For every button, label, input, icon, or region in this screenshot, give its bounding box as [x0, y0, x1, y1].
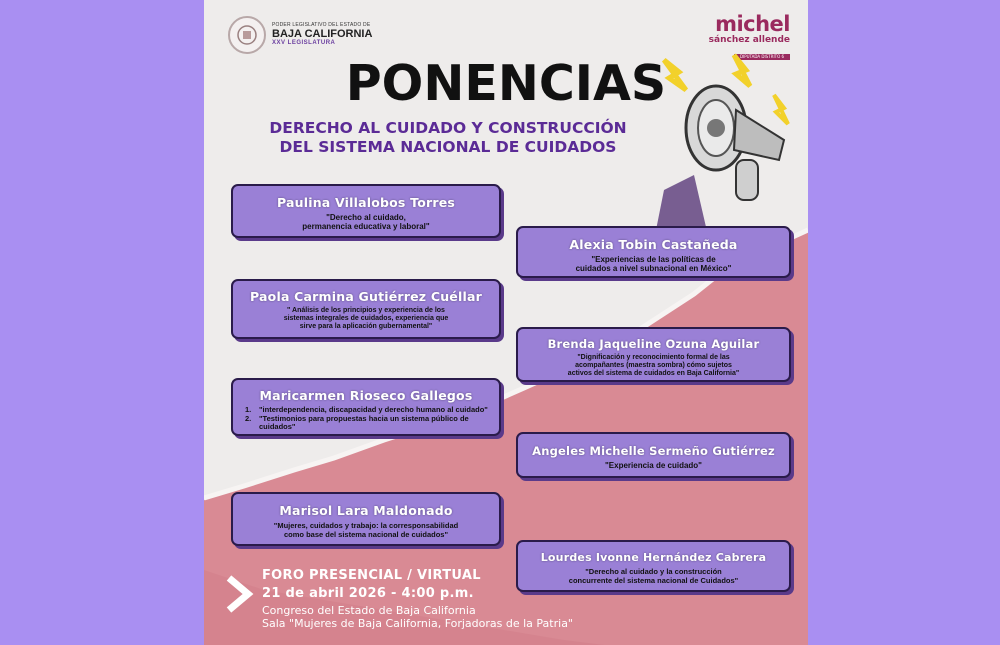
speaker-card [231, 378, 501, 436]
chevron-right-icon [224, 574, 254, 614]
speaker-name: Marisol Lara Maldonado [279, 503, 453, 518]
institution-header [228, 16, 372, 54]
brand-surname: sánchez allende [708, 35, 790, 45]
page-title: PONENCIAS [345, 55, 667, 112]
event-mode: FORO PRESENCIAL / VIRTUAL [262, 568, 481, 583]
speaker-name: Paulina Villalobos Torres [276, 195, 456, 210]
speaker-name: Lourdes Ivonne Hernández Cabrera [540, 551, 767, 564]
speaker-talk: "Dignificación y reconocimiento formal de las acompañantes (maestra sombra) cómo sujetos activos del sistema de cuidados en Baja California" [567, 354, 740, 377]
list-item: 2. "Testimonios para propuestas hacia un sistema público de cuidados" [245, 413, 469, 431]
speaker-talk: "Experiencias de las políticas de cuidados a nivel subnacional en México" [575, 255, 732, 273]
speaker-talk: "Mujeres, cuidados y trabajo: la corresponsabilidad como base del sistema nacional de cuidados" [273, 521, 459, 539]
institution-line-3: XXV LEGISLATURA [272, 40, 336, 47]
venue-line-2: Sala "Mujeres de Baja California, Forjadoras de la Patria" [262, 617, 573, 630]
institution-seal-icon [228, 16, 266, 54]
event-venue [262, 604, 573, 630]
speaker-talk: "Derecho al cuidado y la construcción concurrente del sistema nacional de Cuidados" [568, 567, 739, 585]
speaker-name: Brenda Jaqueline Ozuna Aguilar [547, 337, 760, 351]
list-item: 1. "interdependencia, discapacidad y derecho humano al cuidado" [245, 405, 488, 414]
speaker-talk: "Derecho al cuidado, permanencia educativa y laboral" [302, 213, 430, 231]
subtitle-line-1: DERECHO AL CUIDADO Y CONSTRUCCIÓN [269, 119, 627, 137]
subtitle-line-2: DEL SISTEMA NACIONAL DE CUIDADOS [279, 138, 617, 156]
speaker-card [516, 432, 791, 478]
institution-line-1: PODER LEGISLATIVO DEL ESTADO DE [272, 22, 371, 29]
brand-name: michel [715, 12, 790, 36]
speaker-card [516, 327, 791, 382]
poster [204, 0, 808, 645]
brand-tag: DIPUTADA DISTRITO 6 [734, 54, 790, 60]
speaker-name: Paola Carmina Gutiérrez Cuéllar [250, 289, 482, 304]
speaker-talk: " Análisis de los principios y experiencia de los sistemas integrales de cuidados, experiencia que sirve para la aplicación gubernamental" [283, 307, 449, 330]
speaker-card [516, 226, 791, 278]
speaker-talk: "Experiencia de cuidado" [605, 461, 702, 470]
speaker-name: Maricarmen Rioseco Gallegos [259, 388, 473, 403]
event-date: 21 de abril 2026 - 4:00 p.m. [262, 586, 474, 601]
speaker-name: Angeles Michelle Sermeño Gutiérrez [532, 444, 775, 458]
subtitle [238, 119, 658, 157]
speaker-name: Alexia Tobin Castañeda [569, 237, 738, 252]
speaker-card [231, 184, 501, 238]
institution-line-2: BAJA CALIFORNIA [272, 27, 373, 40]
speaker-card [231, 492, 501, 546]
speaker-card [231, 279, 501, 339]
speaker-card [516, 540, 791, 592]
speaker-talk-list [233, 406, 499, 432]
venue-line-1: Congreso del Estado de Baja California [262, 604, 476, 617]
